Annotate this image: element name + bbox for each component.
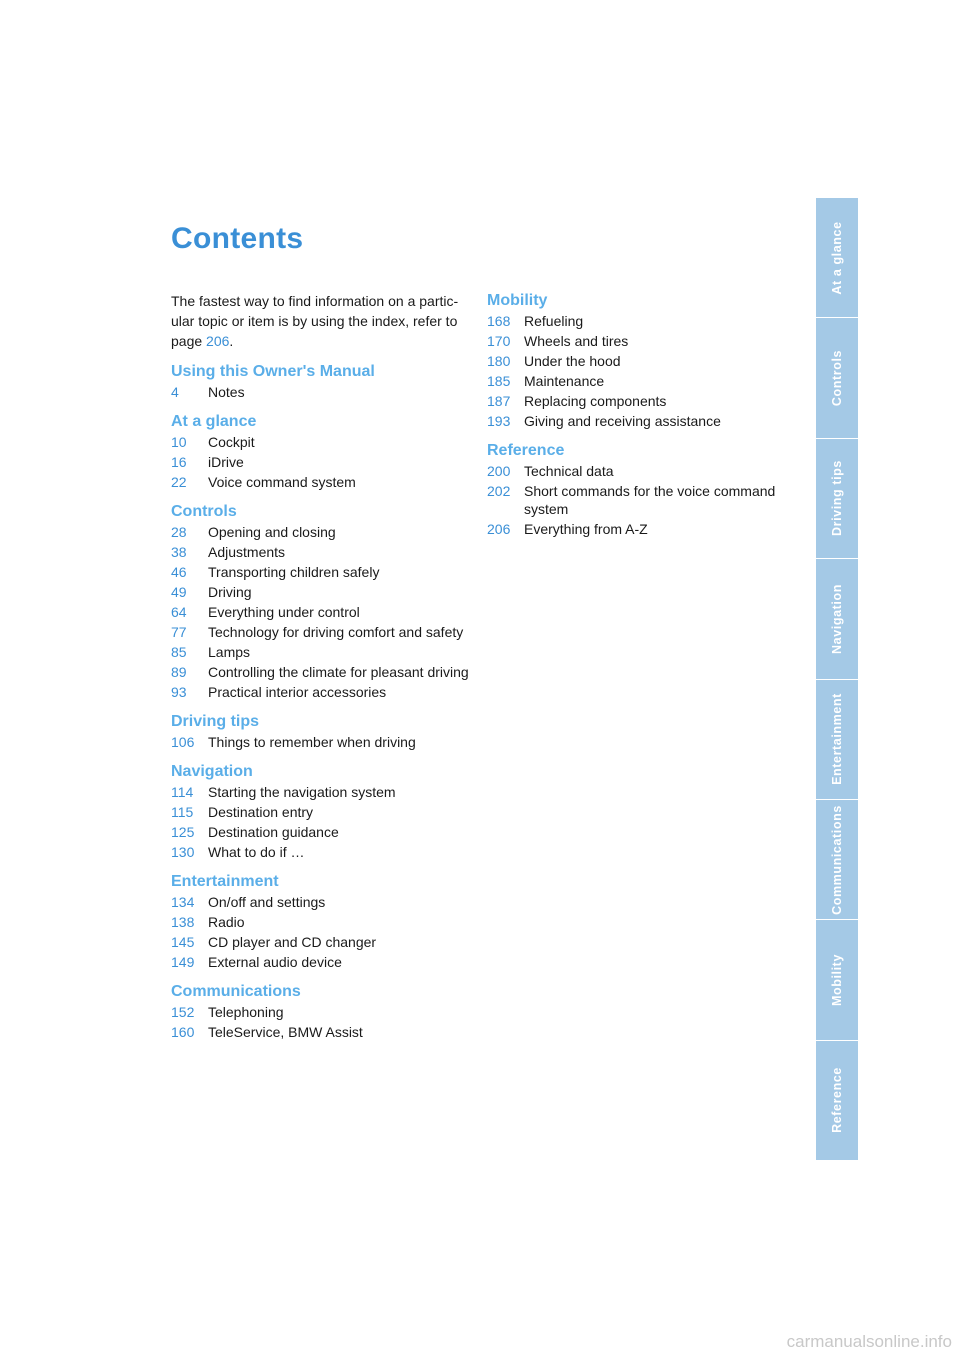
section-navigation — [171, 761, 471, 863]
section-mobility — [487, 290, 787, 432]
entry-title: iDrive — [208, 454, 244, 470]
page-number-link[interactable]: 46 — [171, 564, 187, 580]
toc-entry[interactable] — [171, 663, 471, 683]
entry-title: Starting the navigation system — [208, 784, 396, 800]
section-heading: Entertainment — [171, 873, 279, 890]
toc-entry[interactable] — [171, 453, 471, 473]
entry-title: Notes — [208, 384, 245, 400]
chapter-tabs — [816, 198, 858, 1160]
entry-title: Short commands for the voice command system — [524, 483, 776, 517]
toc-entry[interactable] — [171, 733, 471, 753]
entry-title: Controlling the climate for pleasant driving — [208, 664, 469, 680]
page-number-link[interactable]: 64 — [171, 604, 187, 620]
page-number-link[interactable]: 38 — [171, 544, 187, 560]
contents-left-column — [171, 361, 471, 1051]
toc-entry[interactable] — [171, 643, 471, 663]
toc-entry[interactable] — [171, 523, 471, 543]
page-number-link[interactable]: 77 — [171, 624, 187, 640]
toc-entry[interactable] — [171, 603, 471, 623]
page-number-link[interactable]: 168 — [487, 313, 511, 329]
page-number-link[interactable]: 202 — [487, 483, 511, 499]
entry-title: What to do if … — [208, 844, 305, 860]
toc-entry[interactable] — [171, 543, 471, 563]
page-number-link[interactable]: 85 — [171, 644, 187, 660]
tab-label: Controls — [830, 349, 844, 407]
entry-title: Adjustments — [208, 544, 286, 560]
entry-title: Transporting children safely — [208, 564, 380, 580]
entry-title: Destination entry — [208, 804, 314, 820]
page-number-link[interactable]: 185 — [487, 373, 511, 389]
page-number-link[interactable]: 170 — [487, 333, 511, 349]
toc-entry[interactable] — [171, 1003, 471, 1023]
entry-title: Technical data — [524, 463, 614, 479]
tab-driving-tips[interactable] — [816, 439, 858, 559]
page-number-link[interactable]: 125 — [171, 824, 195, 840]
entry-title: External audio device — [208, 954, 342, 970]
page-number-link[interactable]: 145 — [171, 934, 195, 950]
entry-title: Things to remember when driving — [208, 734, 416, 750]
tab-label: Driving tips — [830, 460, 844, 537]
entry-title: Under the hood — [524, 353, 621, 369]
section-heading: Navigation — [171, 763, 253, 780]
toc-entry[interactable] — [171, 563, 471, 583]
section-heading: At a glance — [171, 413, 257, 430]
section-reference — [487, 440, 787, 540]
page-number-link[interactable]: 180 — [487, 353, 511, 369]
entry-title: Everything under control — [208, 604, 360, 620]
tab-mobility[interactable] — [816, 920, 858, 1040]
toc-entry[interactable] — [487, 312, 787, 332]
entry-title: Lamps — [208, 644, 251, 660]
tab-label: Communications — [830, 804, 844, 915]
page-number-link[interactable]: 149 — [171, 954, 195, 970]
tab-label: At a glance — [830, 221, 844, 295]
tab-label: Entertainment — [830, 693, 844, 786]
section-heading: Using this Owner's Manual — [171, 363, 375, 380]
page-number-link[interactable]: 28 — [171, 524, 187, 540]
toc-entry[interactable] — [487, 372, 787, 392]
page-number-link[interactable]: 114 — [171, 784, 194, 800]
page-number-link[interactable]: 152 — [171, 1004, 195, 1020]
index-page-link[interactable]: 206 — [206, 333, 230, 349]
toc-entry[interactable] — [487, 332, 787, 352]
page-number-link[interactable]: 193 — [487, 413, 511, 429]
page-number-link[interactable]: 16 — [171, 454, 187, 470]
toc-entry[interactable] — [487, 520, 787, 540]
toc-entry[interactable] — [487, 352, 787, 372]
entry-title: Maintenance — [524, 373, 605, 389]
page-number-link[interactable]: 4 — [171, 384, 179, 400]
page-number-link[interactable]: 10 — [171, 434, 187, 450]
page-number-link[interactable]: 106 — [171, 734, 195, 750]
toc-entry[interactable] — [171, 823, 471, 843]
toc-entry[interactable] — [171, 383, 471, 403]
section-heading: Mobility — [487, 292, 548, 309]
toc-entry[interactable] — [171, 803, 471, 823]
entry-title: On/off and settings — [208, 894, 326, 910]
toc-entry[interactable] — [487, 462, 787, 482]
page-number-link[interactable]: 49 — [171, 584, 187, 600]
section-heading: Controls — [171, 503, 237, 520]
entry-title: Giving and receiving assistance — [524, 413, 721, 429]
tab-communications[interactable] — [816, 800, 858, 920]
tab-controls[interactable] — [816, 318, 858, 438]
toc-entry[interactable] — [171, 843, 471, 863]
page-number-link[interactable]: 160 — [171, 1024, 195, 1040]
entry-title: TeleService, BMW Assist — [208, 1024, 363, 1040]
page-number-link[interactable]: 93 — [171, 684, 187, 700]
section-heading: Reference — [487, 442, 565, 459]
entry-title: Driving — [208, 584, 252, 600]
toc-entry[interactable] — [171, 683, 471, 703]
toc-entry[interactable] — [171, 623, 471, 643]
entry-title: Technology for driving comfort and safety — [208, 624, 464, 640]
tab-label: Mobility — [830, 953, 844, 1006]
section-controls — [171, 501, 471, 703]
intro-paragraph — [171, 291, 471, 351]
page-number-link[interactable]: 138 — [171, 914, 195, 930]
entry-title: Refueling — [524, 313, 584, 329]
section-at-a-glance — [171, 411, 471, 493]
entry-title: Radio — [208, 914, 245, 930]
page-number-link[interactable]: 200 — [487, 463, 511, 479]
section-using-this-owner-s-manual — [171, 361, 471, 403]
entry-title: Voice command system — [208, 474, 356, 490]
section-communications — [171, 981, 471, 1043]
section-heading: Communications — [171, 983, 301, 1000]
entry-title: Destination guidance — [208, 824, 339, 840]
page-number-link[interactable]: 130 — [171, 844, 195, 860]
watermark: carmanualsonline.info — [786, 1332, 952, 1351]
page-number-link[interactable]: 187 — [487, 393, 511, 409]
tab-label: Reference — [830, 1067, 844, 1134]
entry-title: Wheels and tires — [524, 333, 629, 349]
page-number-link[interactable]: 22 — [171, 474, 187, 490]
entry-title: Telephoning — [208, 1004, 284, 1020]
section-entertainment — [171, 871, 471, 973]
toc-entry[interactable] — [171, 933, 471, 953]
toc-entry[interactable] — [171, 473, 471, 493]
entry-title: Practical interior accessories — [208, 684, 387, 700]
toc-entry[interactable] — [171, 953, 471, 973]
page-number-link[interactable]: 89 — [171, 664, 187, 680]
toc-entry[interactable] — [171, 433, 471, 453]
entry-title: CD player and CD changer — [208, 934, 377, 950]
intro-text: The fastest way to find information on a partic-ular topic or item is by using the index, refer to page — [171, 293, 459, 349]
toc-entry[interactable] — [171, 913, 471, 933]
page-title: Contents — [171, 222, 304, 255]
entry-title: Replacing components — [524, 393, 667, 409]
toc-entry[interactable] — [171, 583, 471, 603]
toc-entry[interactable] — [487, 482, 787, 520]
contents-right-column — [487, 290, 787, 548]
page-number-link[interactable]: 134 — [171, 894, 195, 910]
entry-title: Everything from A-Z — [524, 521, 648, 537]
toc-entry[interactable] — [171, 1023, 471, 1043]
page-number-link[interactable]: 206 — [487, 521, 511, 537]
section-heading: Driving tips — [171, 713, 260, 730]
entry-title: Opening and closing — [208, 524, 336, 540]
entry-title: Cockpit — [208, 434, 255, 450]
tab-entertainment[interactable] — [816, 680, 858, 800]
toc-entry[interactable] — [171, 783, 471, 803]
toc-entry[interactable] — [487, 392, 787, 412]
section-driving-tips — [171, 711, 471, 753]
toc-entry[interactable] — [487, 412, 787, 432]
toc-entry[interactable] — [171, 893, 471, 913]
tab-navigation[interactable] — [816, 559, 858, 679]
tab-label: Navigation — [830, 583, 844, 654]
intro-end: . — [229, 333, 234, 349]
tab-reference[interactable] — [816, 1041, 858, 1160]
page-number-link[interactable]: 115 — [171, 804, 194, 820]
tab-at-a-glance[interactable] — [816, 198, 858, 318]
